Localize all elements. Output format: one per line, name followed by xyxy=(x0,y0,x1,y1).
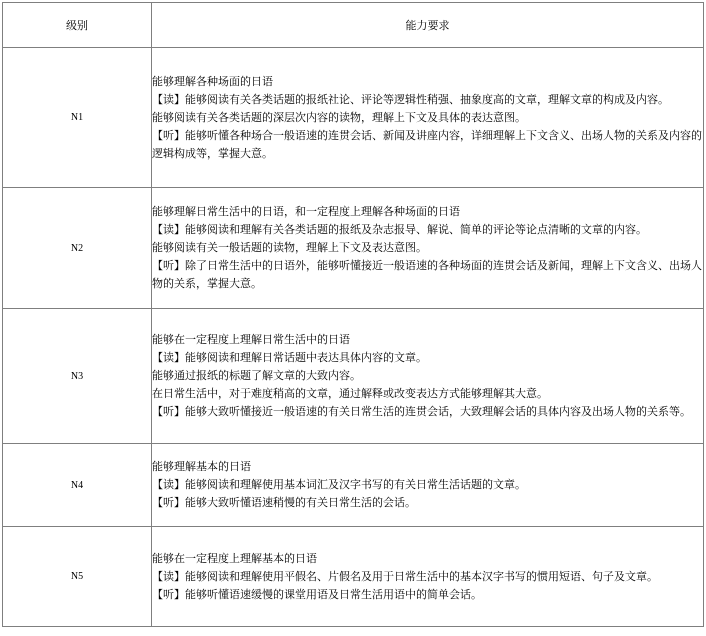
jlpt-levels-table xyxy=(2,2,704,627)
requirement-line: 能够阅读有关各类话题的深层次内容的读物，理解上下文及具体的表达意图。 xyxy=(152,110,526,124)
requirement-line: 【读】能够阅读和理解使用基本词汇及汉字书写的有关日常生活话题的文章。 xyxy=(152,478,526,491)
requirement-line: 【听】能够听懂各种场合一般语速的连贯会话、新闻及讲座内容，详细理解上下文含义、出场人物的关系及内容的逻辑构成等，掌握大意。 xyxy=(152,128,702,160)
requirement-line: 【听】能够大致听懂语速稍慢的有关日常生活的会话。 xyxy=(152,496,416,509)
requirement-line: 能够阅读有关一般话题的读物，理解上下文及表达意图。 xyxy=(152,241,427,254)
level-cell: N5 xyxy=(3,527,152,627)
requirement-summary: 能够理解各种场面的日语 xyxy=(152,74,273,88)
requirement-line: 能够通过报纸的标题了解文章的大致内容。 xyxy=(152,369,361,382)
requirement-cell xyxy=(152,48,704,188)
header-level: 级别 xyxy=(3,3,152,48)
requirement-line: 【读】能够阅读和理解使用平假名、片假名及用于日常生活中的基本汉字书写的惯用短语、句子及文章。 xyxy=(152,569,658,583)
requirement-summary: 能够在一定程度上理解日常生活中的日语 xyxy=(152,333,350,346)
table-row xyxy=(3,309,704,444)
requirement-line: 【读】能够阅读和理解日常话题中表达具体内容的文章。 xyxy=(152,351,427,364)
requirement-cell xyxy=(152,309,704,444)
requirement-line: 在日常生活中，对于难度稍高的文章，通过解释或改变表达方式能够理解其大意。 xyxy=(152,387,548,400)
table-row xyxy=(3,188,704,309)
table-row xyxy=(3,527,704,627)
table-header-row xyxy=(3,3,704,48)
table-row xyxy=(3,48,704,188)
level-cell: N1 xyxy=(3,48,152,188)
requirement-line: 【读】能够阅读和理解有关各类话题的报纸及杂志报导、解说、简单的评论等论点清晰的文章的内容。 xyxy=(152,223,647,236)
requirement-line: 【听】能够听懂语速缓慢的课堂用语及日常生活用语中的简单会话。 xyxy=(152,587,482,601)
requirement-summary: 能够在一定程度上理解基本的日语 xyxy=(152,551,317,565)
requirement-cell xyxy=(152,188,704,309)
level-cell: N3 xyxy=(3,309,152,444)
requirement-line: 【读】能够阅读有关各类话题的报纸社论、评论等逻辑性稍强、抽象度高的文章，理解文章的构成及内容。 xyxy=(152,92,669,106)
requirement-line: 【听】能够大致听懂接近一般语速的有关日常生活的连贯会话，大致理解会话的具体内容及出场人物的关系等。 xyxy=(152,405,691,418)
requirement-cell xyxy=(152,527,704,627)
level-cell: N2 xyxy=(3,188,152,309)
table-row xyxy=(3,444,704,527)
requirement-summary: 能够理解日常生活中的日语，和一定程度上理解各种场面的日语 xyxy=(152,205,460,218)
requirement-summary: 能够理解基本的日语 xyxy=(152,460,251,473)
level-cell: N4 xyxy=(3,444,152,527)
header-requirement: 能力要求 xyxy=(152,3,704,48)
requirement-line: 【听】除了日常生活中的日语外，能够听懂接近一般语速的各种场面的连贯会话及新闻，理解上下文含义、出场人物的关系，掌握大意。 xyxy=(152,259,702,290)
requirement-cell xyxy=(152,444,704,527)
